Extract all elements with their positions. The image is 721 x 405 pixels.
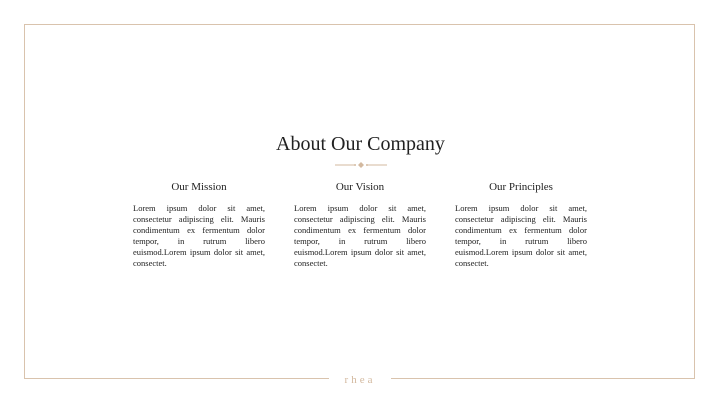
column-heading: Our Mission — [171, 181, 227, 193]
column-heading: Our Vision — [335, 181, 385, 193]
column-text: Lorem ipsum dolor sit amet, consectetur adipiscing elit. Mauris condimentum ex fermentum dolor tempor, in rutrum libero euismod.Lorem ipsum dolor sit amet, consectet. — [133, 203, 265, 268]
column-heading: Our Principles — [489, 181, 553, 193]
divider-ornament-icon — [335, 160, 387, 170]
column-mission — [133, 180, 265, 269]
brand-label: rhea — [344, 374, 376, 386]
column-principles — [455, 180, 587, 269]
column-vision — [294, 180, 426, 269]
page-title: About Our Company — [276, 133, 445, 155]
column-text: Lorem ipsum dolor sit amet, consectetur adipiscing elit. Mauris condimentum ex fermentum dolor tempor, in rutrum libero euismod.Lorem ipsum dolor sit amet, consectet. — [294, 203, 426, 268]
column-text: Lorem ipsum dolor sit amet, consectetur adipiscing elit. Mauris condimentum ex fermentum dolor tempor, in rutrum libero euismod.Lorem ipsum dolor sit amet, consectet. — [455, 203, 587, 268]
